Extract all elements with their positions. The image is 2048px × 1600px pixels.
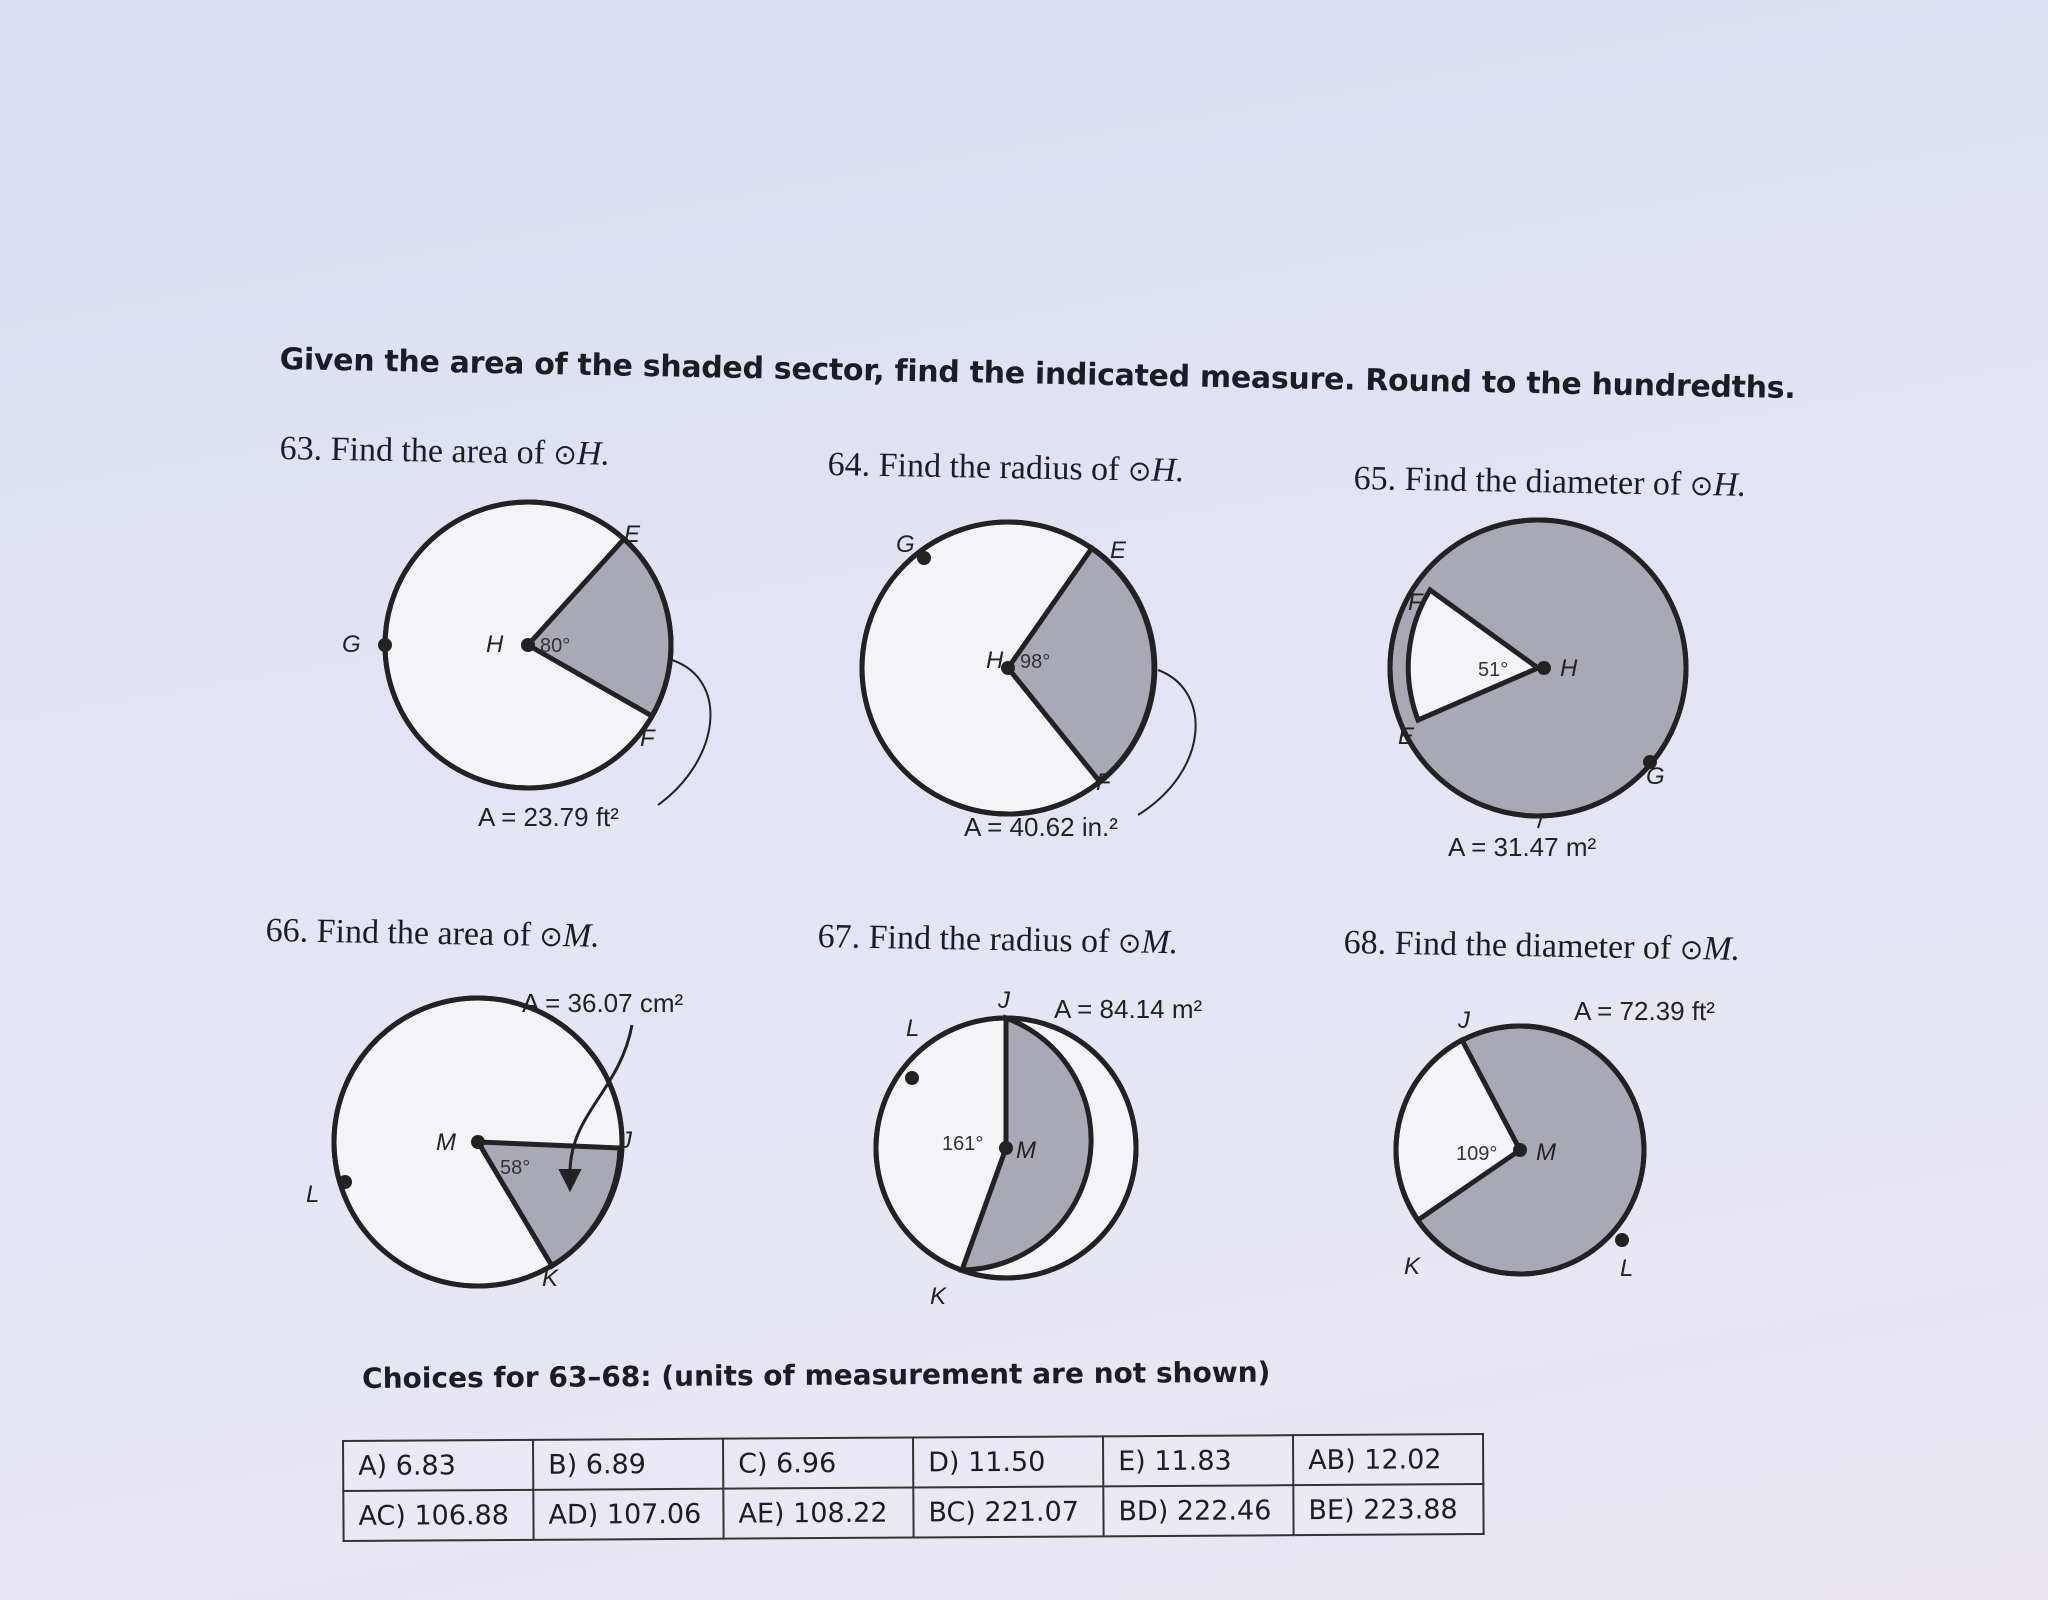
point-label: F <box>640 725 655 752</box>
point-dot <box>378 638 392 652</box>
choice-cell: BD) 222.46 <box>1103 1485 1293 1536</box>
table-row <box>343 1484 1483 1541</box>
circle-name: H. <box>1151 451 1185 490</box>
circle-symbol: ⊙ <box>1127 454 1152 488</box>
center-dot <box>521 638 535 652</box>
point-dot <box>1615 1233 1629 1247</box>
choice-cell: AC) 106.88 <box>343 1490 533 1541</box>
problem-number: 66. <box>265 912 309 950</box>
problem-number: 65. <box>1353 460 1397 498</box>
choice-cell: AE) 108.22 <box>723 1488 913 1539</box>
choice-cell: A) 6.83 <box>343 1440 533 1491</box>
instructions: Given the area of the shaded sector, find the indicated measure. Round to the hundredths. <box>279 342 1796 407</box>
area-label: A = 40.62 in.² <box>964 812 1118 842</box>
problem-number: 67. <box>817 918 861 956</box>
choice-cell: B) 6.89 <box>533 1439 723 1490</box>
circle-name: M. <box>562 917 601 955</box>
choice-cell: C) 6.96 <box>723 1438 913 1489</box>
circle-name: H. <box>576 435 611 473</box>
choices-table <box>342 1433 1485 1542</box>
point-label: E <box>624 521 641 548</box>
choices-title: Choices for 63–68: (units of measurement are not shown) <box>362 1355 1271 1395</box>
choice-cell: AB) 12.02 <box>1293 1434 1483 1485</box>
choice-cell: AD) 107.06 <box>533 1489 723 1540</box>
center-label: H <box>486 631 504 658</box>
circle-symbol: ⊙ <box>1679 932 1704 967</box>
point-label: E <box>1398 723 1415 750</box>
circle-symbol: ⊙ <box>1689 468 1714 503</box>
circle-name: M. <box>1141 923 1179 962</box>
choice-cell: BC) 221.07 <box>913 1486 1103 1537</box>
center-dot <box>999 1141 1013 1155</box>
problem-text: Find the diameter of <box>1404 460 1682 503</box>
circle-name: M. <box>1702 930 1741 968</box>
point-label: G <box>342 631 361 658</box>
point-label: K <box>1404 1253 1421 1280</box>
point-label: G <box>896 531 915 558</box>
circle-symbol: ⊙ <box>1117 926 1142 960</box>
choice-cell: D) 11.50 <box>913 1436 1103 1487</box>
problem-text: Find the area of <box>330 430 546 472</box>
point-label: J <box>620 1127 632 1154</box>
choice-cell: BE) 223.88 <box>1293 1484 1483 1535</box>
point-dot <box>905 1071 919 1085</box>
problem-text: Find the radius of <box>868 918 1110 961</box>
point-label: E <box>1110 537 1127 564</box>
point-label: L <box>1620 1255 1634 1282</box>
center-dot <box>1513 1143 1527 1157</box>
point-label: L <box>306 1181 320 1208</box>
point-label: L <box>906 1015 920 1042</box>
angle-label: 80° <box>540 635 571 657</box>
center-label: M <box>1016 1137 1036 1164</box>
point-label: J <box>998 987 1010 1014</box>
table-row <box>343 1434 1483 1491</box>
angle-label: 51° <box>1478 659 1509 681</box>
area-label: A = 36.07 cm² <box>522 988 684 1018</box>
figure-65 <box>1390 520 1686 828</box>
circle-symbol: ⊙ <box>539 919 564 954</box>
center-label: M <box>1536 1139 1556 1166</box>
center-dot <box>1537 661 1551 675</box>
angle-label: 98° <box>1020 651 1051 673</box>
center-label: H <box>1560 655 1578 682</box>
angle-label: 161° <box>942 1133 984 1155</box>
point-label: G <box>1646 763 1665 790</box>
angle-label: 109° <box>1456 1143 1498 1165</box>
problem-number: 63. <box>279 430 323 468</box>
point-label: J <box>1458 1007 1470 1034</box>
area-label: A = 84.14 m² <box>1054 994 1203 1024</box>
center-dot <box>471 1135 485 1149</box>
problem-number: 64. <box>827 446 871 484</box>
problem-text: Find the radius of <box>878 446 1120 489</box>
point-dot <box>338 1175 352 1189</box>
center-label: H <box>986 647 1004 674</box>
choice-cell: E) 11.83 <box>1103 1435 1293 1486</box>
circle-name: H. <box>1712 466 1747 504</box>
area-label: A = 31.47 m² <box>1448 832 1597 862</box>
point-label: F <box>1096 769 1111 796</box>
problem-number: 68. <box>1343 924 1387 962</box>
area-label: A = 72.39 ft² <box>1574 996 1715 1026</box>
problem-text: Find the area of <box>316 912 532 954</box>
angle-label: 58° <box>500 1157 531 1179</box>
point-label: F <box>1408 589 1423 616</box>
point-dot <box>917 551 931 565</box>
point-label: K <box>542 1265 559 1292</box>
circle-symbol: ⊙ <box>553 437 578 472</box>
area-label: A = 23.79 ft² <box>478 802 619 832</box>
center-label: M <box>436 1129 456 1156</box>
point-label: K <box>930 1283 947 1310</box>
problem-text: Find the diameter of <box>1394 924 1672 967</box>
